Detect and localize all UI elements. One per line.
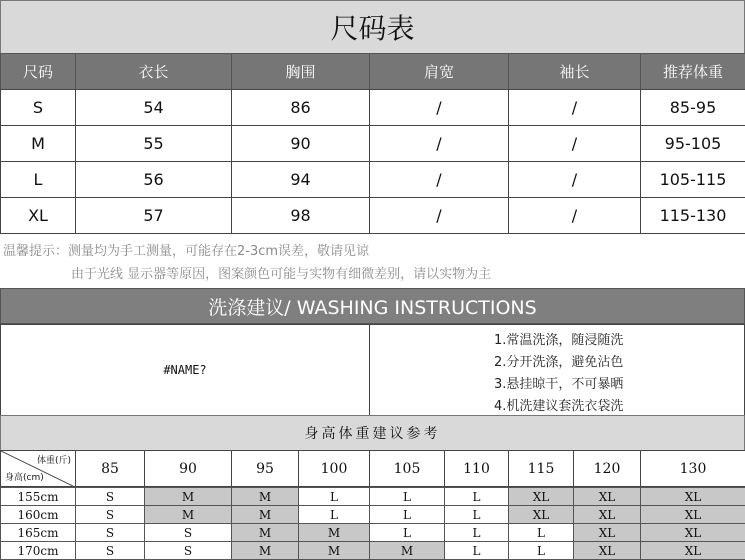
body-reference-title: 身高体重建议参考: [0, 415, 745, 451]
size-recommendation-cell: L: [444, 505, 509, 524]
corner-weight-label: 体重(斤): [36, 456, 71, 466]
size-recommendation-cell: L: [444, 487, 509, 506]
size-cell: /: [369, 161, 509, 198]
header-size: 尺码: [0, 53, 76, 90]
size-cell: /: [508, 161, 641, 198]
washing-list: [369, 324, 745, 416]
height-label: 160cm: [0, 505, 76, 524]
size-recommendation-cell: M: [144, 487, 232, 506]
size-cell: /: [508, 197, 641, 234]
size-cell: 85-95: [640, 89, 745, 126]
size-cell: /: [369, 125, 509, 162]
size-recommendation-cell: XL: [640, 541, 745, 560]
header-chest: 胸围: [231, 53, 370, 90]
size-cell: 86: [231, 89, 370, 126]
weight-header: 120: [573, 450, 641, 487]
size-recommendation-cell: M: [231, 523, 299, 542]
header-shoulder: 肩宽: [369, 53, 509, 90]
size-cell: 94: [231, 161, 370, 198]
size-cell: 115-130: [640, 197, 745, 234]
corner-cell: [0, 450, 76, 487]
size-recommendation-cell: L: [508, 523, 574, 542]
size-recommendation-cell: S: [75, 487, 145, 506]
weight-header: 100: [298, 450, 370, 487]
size-recommendation-cell: XL: [640, 505, 745, 524]
measurement-note: 温馨提示：测量均为手工测量，可能存在2-3cm误差，敬请见谅: [3, 244, 370, 259]
care-item-2: 2.分开洗涤，避免沾色: [494, 355, 624, 370]
size-recommendation-cell: M: [231, 487, 299, 506]
weight-header: 95: [231, 450, 299, 487]
size-recommendation-cell: S: [144, 523, 232, 542]
size-recommendation-cell: M: [298, 541, 370, 560]
size-chart-title: 尺码表: [0, 0, 745, 54]
care-item-1: 1.常温洗涤，随浸随洗: [494, 333, 624, 348]
size-recommendation-cell: L: [298, 505, 370, 524]
size-recommendation-cell: XL: [508, 505, 574, 524]
size-recommendation-cell: L: [444, 541, 509, 560]
size-cell: /: [508, 89, 641, 126]
size-cell: 57: [75, 197, 232, 234]
corner-height-label: 身高(cm): [5, 473, 44, 483]
size-recommendation-cell: XL: [640, 523, 745, 542]
size-cell: L: [0, 161, 76, 198]
size-recommendation-cell: S: [75, 505, 145, 524]
size-cell: 105-115: [640, 161, 745, 198]
size-cell: /: [369, 89, 509, 126]
size-recommendation-cell: XL: [573, 505, 641, 524]
header-sleeve: 袖长: [508, 53, 641, 90]
size-cell: /: [369, 197, 509, 234]
header-weight: 推荐体重: [640, 53, 745, 90]
weight-header: 105: [369, 450, 445, 487]
weight-header: 90: [144, 450, 232, 487]
size-recommendation-cell: L: [508, 541, 574, 560]
care-item-4: 4.机洗建议套洗衣袋洗: [494, 399, 624, 414]
size-recommendation-cell: L: [444, 523, 509, 542]
height-label: 165cm: [0, 523, 76, 542]
size-recommendation-cell: M: [369, 541, 445, 560]
size-recommendation-cell: S: [144, 541, 232, 560]
weight-header: 110: [444, 450, 509, 487]
weight-header: 85: [75, 450, 145, 487]
weight-header: 130: [640, 450, 745, 487]
size-recommendation-cell: M: [144, 505, 232, 524]
washing-image-placeholder: #NAME?: [0, 324, 370, 416]
size-recommendation-cell: M: [231, 505, 299, 524]
size-recommendation-cell: XL: [573, 523, 641, 542]
size-cell: 54: [75, 89, 232, 126]
size-recommendation-cell: S: [75, 541, 145, 560]
care-item-3: 3.悬挂晾干，不可暴晒: [494, 377, 624, 392]
size-recommendation-cell: L: [369, 505, 445, 524]
size-recommendation-cell: XL: [508, 487, 574, 506]
size-recommendation-cell: M: [231, 541, 299, 560]
size-cell: 56: [75, 161, 232, 198]
size-recommendation-cell: L: [369, 487, 445, 506]
size-recommendation-cell: M: [298, 523, 370, 542]
height-label: 170cm: [0, 541, 76, 560]
size-cell: 90: [231, 125, 370, 162]
size-cell: M: [0, 125, 76, 162]
size-cell: 98: [231, 197, 370, 234]
washing-title: 洗涤建议/ WASHING INSTRUCTIONS: [0, 288, 745, 324]
header-length: 衣长: [75, 53, 232, 90]
size-cell: S: [0, 89, 76, 126]
size-cell: XL: [0, 197, 76, 234]
size-cell: 95-105: [640, 125, 745, 162]
size-cell: 55: [75, 125, 232, 162]
size-recommendation-cell: S: [75, 523, 145, 542]
size-cell: /: [508, 125, 641, 162]
size-recommendation-cell: XL: [573, 541, 641, 560]
size-recommendation-cell: L: [369, 523, 445, 542]
weight-header: 115: [508, 450, 574, 487]
size-recommendation-cell: L: [298, 487, 370, 506]
size-recommendation-cell: XL: [640, 487, 745, 506]
color-note: 由于光线 显示器等原因，图案颜色可能与实物有细微差别，请以实物为主: [71, 267, 492, 282]
size-recommendation-cell: XL: [573, 487, 641, 506]
height-label: 155cm: [0, 487, 76, 506]
